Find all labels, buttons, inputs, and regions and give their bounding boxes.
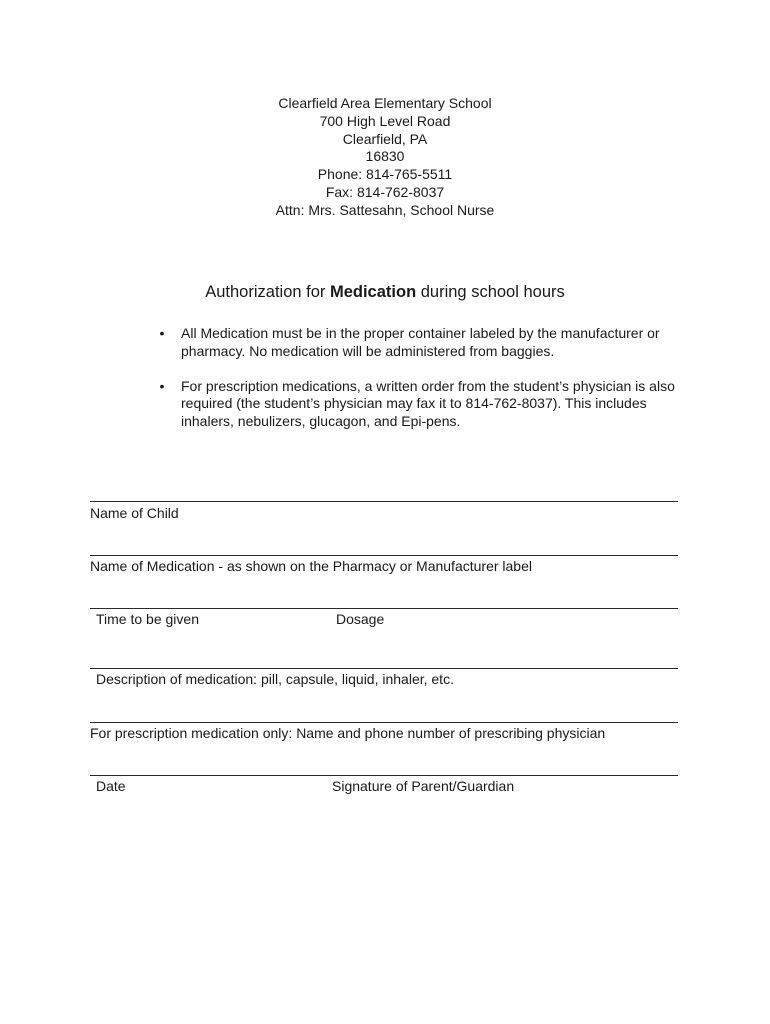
list-item (155, 325, 685, 361)
bullet-text: For prescription medications, a written order from the student’s physician is also required (the student’s physician may fax it to 814-762-8037). This includes inhalers, nebulizers, glucagon, and Epi-pens. (181, 377, 675, 430)
bullet-text: All Medication must be in the proper container labeled by the manufacturer or pharmacy. No medication will be administered from baggies. (181, 325, 660, 359)
time-dosage-line[interactable] (90, 608, 678, 609)
medication-name-line[interactable] (90, 555, 678, 556)
description-label: Description of medication: pill, capsule, liquid, inhaler, etc. (96, 671, 454, 687)
physician-line[interactable] (90, 722, 678, 723)
time-label: Time to be given (96, 611, 199, 627)
child-name-label: Name of Child (90, 505, 179, 521)
fax-number: Fax: 814-762-8037 (325, 183, 445, 200)
city-state: Clearfield, PA (342, 130, 428, 147)
form-title (0, 283, 770, 302)
school-header (0, 95, 770, 220)
street-address: 700 High Level Road (319, 112, 451, 129)
signature-label: Signature of Parent/Guardian (332, 778, 515, 794)
bullet-icon: • (159, 377, 165, 394)
dosage-label: Dosage (336, 611, 385, 627)
instructions-list (155, 325, 685, 448)
date-label: Date (96, 778, 126, 794)
phone-number: Phone: 814-765-5511 (317, 166, 453, 183)
zip-code: 16830 (365, 148, 405, 165)
physician-label: For prescription medication only: Name and phone number of prescribing physician (90, 725, 606, 741)
title-bold: Medication (329, 283, 417, 301)
school-name: Clearfield Area Elementary School (278, 95, 492, 111)
list-item (155, 378, 685, 431)
medication-name-label: Name of Medication - as shown on the Pharmacy or Manufacturer label (90, 558, 532, 574)
title-prefix: Authorization for (205, 283, 330, 301)
attention-line: Attn: Mrs. Sattesahn, School Nurse (275, 201, 495, 218)
child-name-line[interactable] (90, 501, 678, 502)
bullet-icon: • (159, 325, 165, 341)
title-suffix: during school hours (416, 283, 565, 301)
date-signature-line[interactable] (90, 775, 678, 776)
description-line[interactable] (90, 668, 678, 669)
